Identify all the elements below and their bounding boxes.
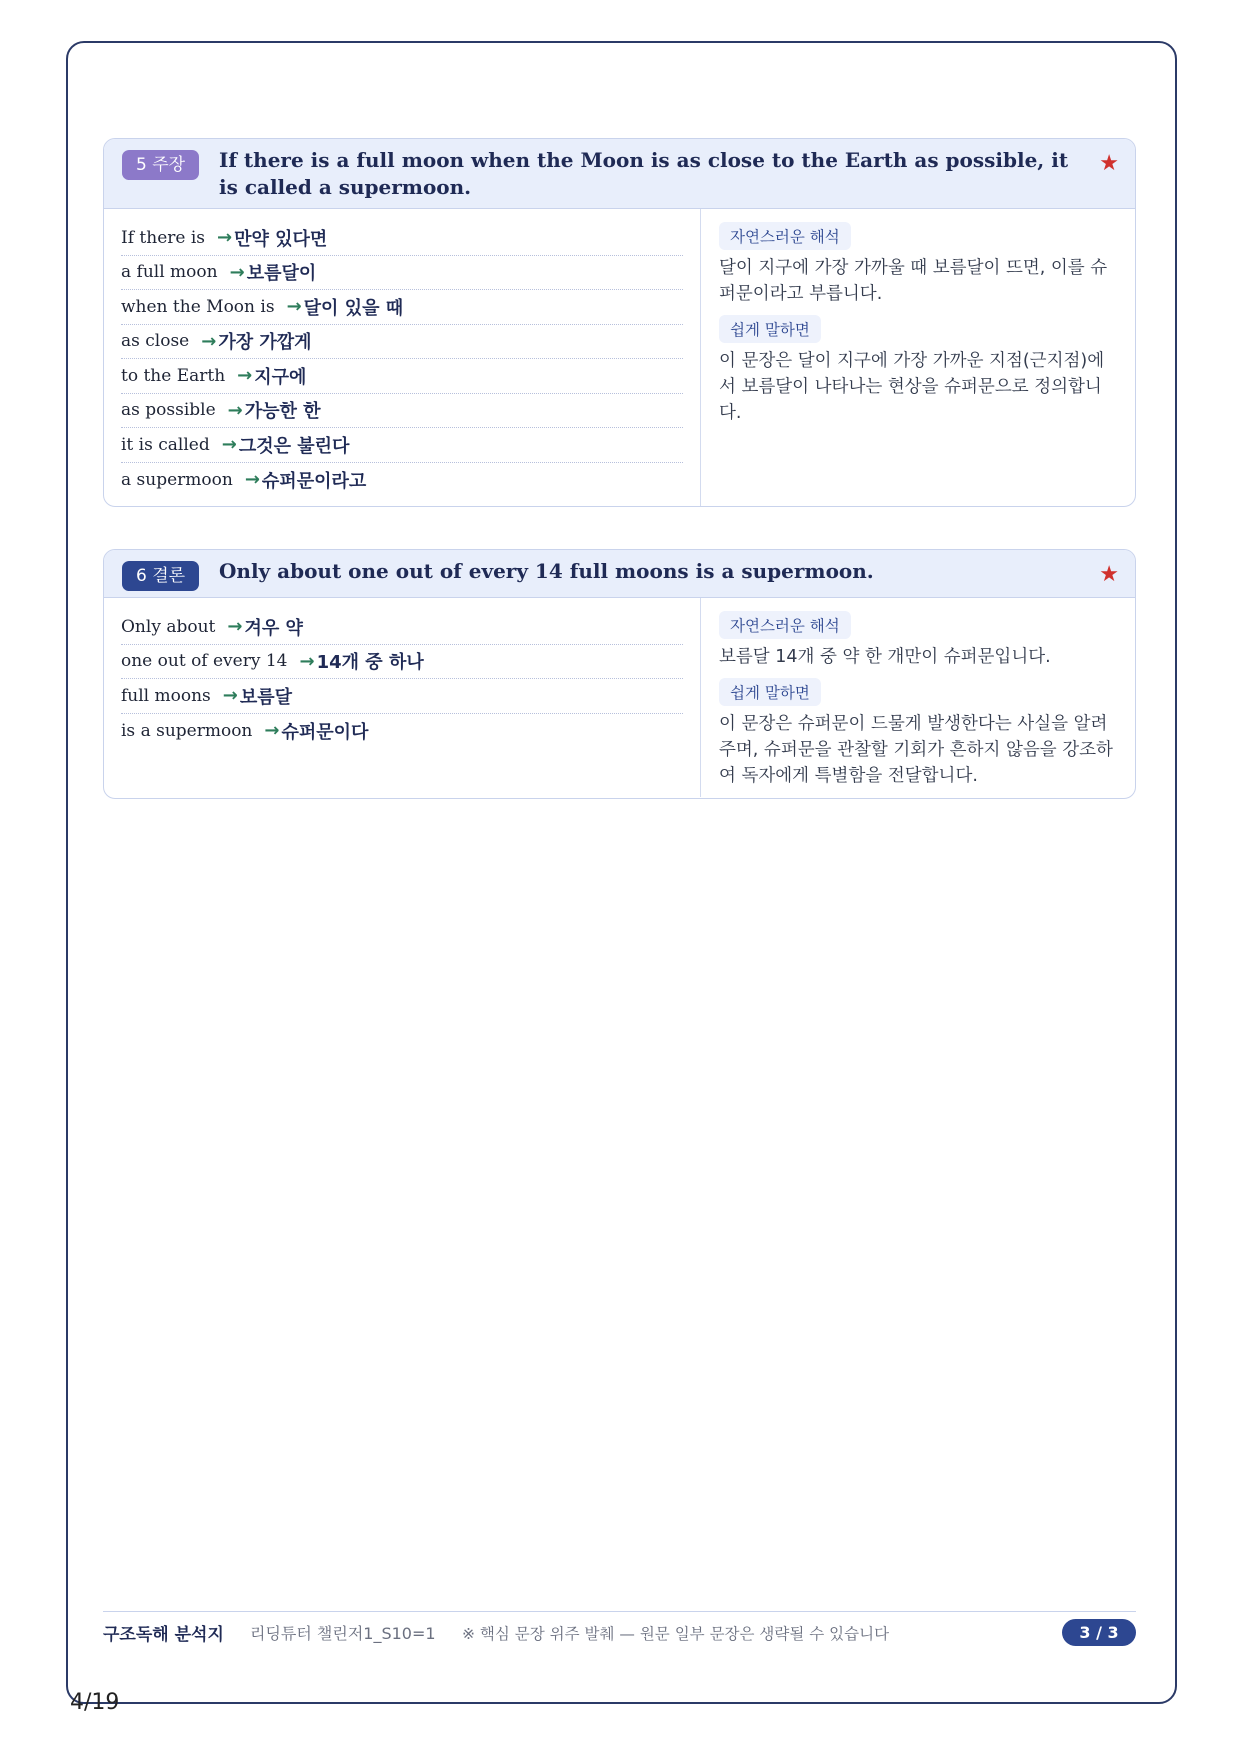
arrow-icon: →	[217, 227, 233, 249]
chunk-row	[121, 679, 683, 714]
key-sentence: If there is a full moon when the Moon is as close to the Earth as possible, it is called a supermoon.	[219, 148, 1069, 199]
chunk-row	[121, 428, 683, 463]
chunk-row	[121, 714, 683, 749]
page-indicator: 3 / 3	[1062, 1619, 1136, 1646]
chunk-english: as close	[121, 331, 190, 352]
chunk-row	[121, 325, 683, 360]
chunk-english: to the Earth	[121, 365, 226, 386]
card-header	[104, 550, 1135, 598]
arrow-icon: →	[229, 261, 245, 283]
chunk-korean: 만약 있다면	[234, 228, 328, 250]
chunk-row	[121, 359, 683, 394]
chunk-list	[104, 209, 701, 506]
chunk-row	[121, 463, 683, 498]
chunk-row	[121, 394, 683, 429]
footer-title: 구조독해 분석지	[103, 1625, 224, 1645]
chunk-english: is a supermoon	[121, 720, 253, 741]
chunk-english: full moons	[121, 685, 211, 706]
chunk-korean: 그것은 불린다	[238, 435, 350, 457]
arrow-icon: →	[201, 330, 217, 352]
chunk-korean: 14개 중 하나	[316, 652, 424, 674]
arrow-icon: →	[227, 399, 243, 421]
chunk-korean: 지구에	[254, 366, 307, 388]
arrow-icon: →	[244, 469, 260, 491]
card-body	[104, 209, 1135, 506]
chunk-english: a full moon	[121, 262, 218, 283]
natural-translation-label: 자연스러운 해석	[719, 611, 851, 639]
chunk-korean: 가능한 한	[244, 401, 321, 423]
chunk-row	[121, 610, 683, 645]
natural-translation-text: 보름달 14개 중 약 한 개만이 슈퍼문입니다.	[719, 647, 1051, 667]
easy-explanation-text: 이 문장은 슈퍼문이 드물게 발생한다는 사실을 알려 주며, 슈퍼문을 관찰할 기회가 흔하지 않음을 강조하여 독자에게 특별함을 전달합니다.	[719, 714, 1113, 786]
chunk-row	[121, 256, 683, 291]
document-page-counter: 4/19	[70, 1690, 120, 1715]
chunk-korean: 달이 있을 때	[303, 297, 404, 319]
chunk-row	[121, 645, 683, 680]
chunk-english: one out of every 14	[121, 651, 288, 672]
sentence-card-6	[103, 549, 1136, 799]
card-body	[104, 598, 1135, 797]
chunk-english: it is called	[121, 434, 210, 455]
arrow-icon: →	[227, 616, 243, 638]
easy-explanation-text: 이 문장은 달이 지구에 가장 가까운 지점(근지점)에서 보름달이 나타나는 현상을 슈퍼문으로 정의합니다.	[719, 351, 1105, 423]
chunk-korean: 보름달이	[246, 263, 317, 285]
chunk-list	[104, 598, 701, 797]
arrow-icon: →	[237, 365, 253, 387]
chunk-row	[121, 221, 683, 256]
chunk-korean: 가장 가깝게	[218, 332, 312, 354]
easy-explanation-label: 쉽게 말하면	[719, 678, 821, 706]
arrow-icon: →	[221, 434, 237, 456]
footer-divider	[103, 1611, 1136, 1612]
natural-translation-text: 달이 지구에 가장 가까울 때 보름달이 뜨면, 이를 슈퍼문이라고 부릅니다.	[719, 258, 1108, 304]
chunk-english: Only about	[121, 616, 216, 637]
chunk-row	[121, 290, 683, 325]
chunk-english: as possible	[121, 400, 216, 421]
section-badge: 5 주장	[122, 150, 199, 180]
arrow-icon: →	[222, 685, 238, 707]
footer-subtitle: 리딩튜터 챌린저1_S10=1	[250, 1624, 436, 1643]
card-header	[104, 139, 1135, 209]
key-sentence: Only about one out of every 14 full moons is a supermoon.	[219, 559, 874, 583]
interpretation-panel	[701, 209, 1135, 506]
chunk-korean: 슈퍼문이다	[281, 721, 369, 743]
natural-translation-label: 자연스러운 해석	[719, 222, 851, 250]
chunk-english: a supermoon	[121, 469, 233, 490]
star-icon: ★	[1099, 151, 1119, 176]
footer-note: ※ 핵심 문장 위주 발췌 — 원문 일부 문장은 생략될 수 있습니다	[462, 1625, 890, 1643]
star-icon: ★	[1099, 562, 1119, 587]
chunk-korean: 겨우 약	[244, 617, 303, 639]
arrow-icon: →	[299, 650, 315, 672]
sentence-card-5	[103, 138, 1136, 507]
easy-explanation-label: 쉽게 말하면	[719, 315, 821, 343]
chunk-english: when the Moon is	[121, 296, 275, 317]
chunk-english: If there is	[121, 227, 206, 248]
chunk-korean: 보름달	[239, 686, 293, 708]
arrow-icon: →	[264, 720, 280, 742]
arrow-icon: →	[286, 296, 302, 318]
chunk-korean: 슈퍼문이라고	[261, 470, 367, 492]
section-badge: 6 결론	[122, 561, 199, 591]
interpretation-panel	[701, 598, 1135, 797]
